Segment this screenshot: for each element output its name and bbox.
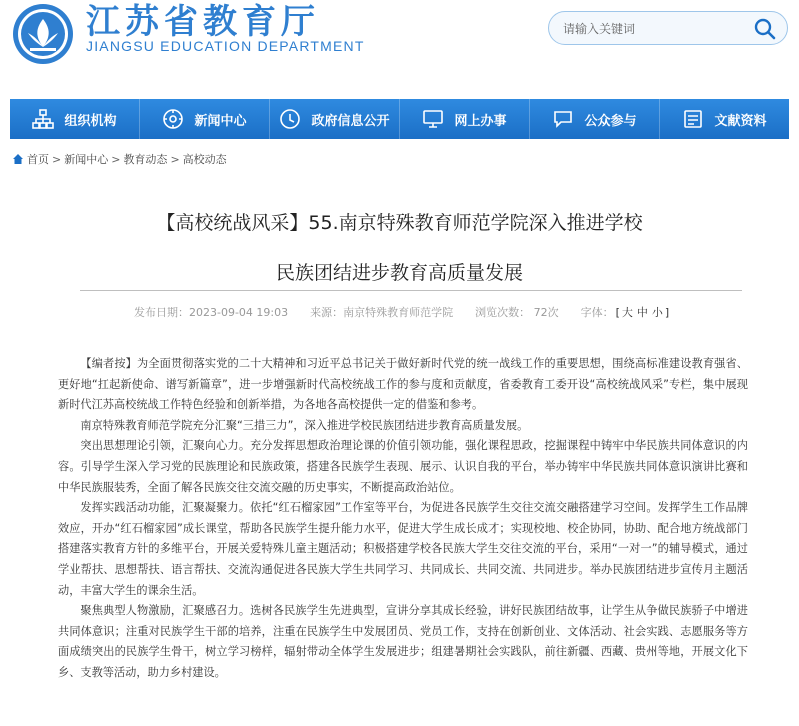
gov-info-icon bbox=[279, 108, 301, 130]
search-input[interactable] bbox=[563, 18, 753, 40]
nav-label: 网上办事 bbox=[454, 113, 507, 129]
public-participation-icon bbox=[552, 108, 574, 130]
breadcrumb-separator: > bbox=[111, 152, 121, 166]
logo-title-cn[interactable]: 江苏省教育厅 bbox=[86, 2, 320, 42]
editor-note-paragraph: 【编者按】为全面贯彻落实党的二十大精神和习近平总书记关于做好新时代党的统一战线工作的重要思想，围绕高标准建设教育强省、更好地“扛起新使命、谱写新篇章”，进一步增强新时代高校统战工作的参与度和贡献度，省委教育工委开设“高校统战风采”专栏，集中展现新时代江苏高校统战工作特色经验和创新举措，为各地各高校提供一定的借鉴和参考。 bbox=[58, 357, 748, 412]
title-divider bbox=[80, 290, 742, 291]
nav-item-gov-info[interactable] bbox=[270, 99, 400, 139]
search-box bbox=[548, 11, 788, 45]
article-meta bbox=[134, 304, 669, 320]
search-icon[interactable] bbox=[753, 17, 777, 41]
education-dept-emblem-icon[interactable] bbox=[12, 3, 74, 65]
article-title-line1: 【高校统战风采】55.南京特殊教育师范学院深入推进学校 bbox=[156, 212, 643, 234]
breadcrumb-separator: > bbox=[52, 152, 62, 166]
article-body bbox=[58, 354, 748, 684]
nav-item-organization[interactable] bbox=[10, 99, 140, 139]
nav-item-public-participation[interactable] bbox=[530, 99, 660, 139]
nav-label: 文献资料 bbox=[714, 113, 767, 129]
font-size-small[interactable]: 小 bbox=[651, 306, 663, 319]
article-title-line2: 民族团结进步教育高质量发展 bbox=[275, 262, 523, 284]
view-count: 浏览次数： 72次 bbox=[475, 306, 559, 319]
nav-label: 新闻中心 bbox=[194, 113, 247, 129]
article-paragraph: 聚焦典型人物激励，汇聚感召力。选树各民族学生先进典型，宣讲分享其成长经验，讲好民族团结故事，让学生从争做民族骄子中增进共同体意识；注重对民族学生干部的培养，注重在民族学生中发展团员、党员工作，支持在创新创业、文体活动、社会实践、志愿服务等方面成绩突出的民族学生骨干，树立学习榜样，辐射带动全体学生发展进步；组建暑期社会实践队，前往新疆、西藏、贵州等地，开展文化下乡、支教等活动，助力乡村建设。 bbox=[58, 604, 748, 679]
article-paragraph: 突出思想理论引领，汇聚向心力。充分发挥思想政治理论课的价值引领功能，强化课程思政，挖掘课程中铸牢中华民族共同体意识的内容。引导学生深入学习党的民族理论和民族政策，搭建各民族学生表现、展示、认识自我的平台，举办铸牢中华民族共同体意识演讲比赛和中华民族服装秀，全面了解各民族交往交流交融的历史事实，不断提高政治站位。 bbox=[58, 439, 748, 494]
nav-item-online-service[interactable] bbox=[400, 99, 530, 139]
breadcrumb-education-news[interactable]: 教育动态 bbox=[123, 153, 168, 166]
breadcrumb-university-news[interactable]: 高校动态 bbox=[182, 153, 227, 166]
documents-icon bbox=[682, 108, 704, 130]
breadcrumb bbox=[12, 151, 227, 167]
main-nav bbox=[10, 99, 789, 139]
article-source: 来源：南京特殊教育师范学院 bbox=[310, 306, 454, 319]
article-paragraph: 南京特殊教育师范学院充分汇聚“三措三力”，深入推进学校民族团结进步教育高质量发展。 bbox=[80, 418, 529, 432]
logo-title-en: JIANGSU EDUCATION DEPARTMENT bbox=[86, 38, 365, 54]
home-icon bbox=[12, 153, 24, 165]
site-header bbox=[0, 0, 799, 100]
nav-item-documents[interactable] bbox=[660, 99, 789, 139]
org-chart-icon bbox=[32, 108, 54, 130]
breadcrumb-home[interactable]: 首页 bbox=[27, 153, 49, 166]
article-paragraph: 发挥实践活动功能，汇聚凝聚力。依托“红石榴家园”工作室等平台，为促进各民族学生交往交流交融搭建学习空间。发挥学生工作品牌效应，开办“红石榴家园”成长课堂，帮助各民族学生提升能力水平，促进大学生成长成才；实现校地、校企协同，协助、配合地方统战部门搭建落实教育方针的多维平台，开展关爱特殊儿童主题活动；积极搭建学校各民族大学生交往交流的平台，采用“一对一”的辅导模式，通过学业帮扶、思想帮扶、语言帮扶、交流沟通促进各民族大学生共同学习、共同成长、共同交流、共同进步。举办民族团结进步宣传月主题活动，丰富大学生的课余生活。 bbox=[58, 501, 748, 597]
font-size-medium[interactable]: 中 bbox=[636, 306, 648, 319]
font-size-control: [ 大 中 小 ] bbox=[615, 306, 670, 319]
news-icon bbox=[162, 108, 184, 130]
publish-date: 发布日期：2023-09-04 19:03 bbox=[134, 306, 289, 319]
nav-item-news[interactable] bbox=[140, 99, 270, 139]
font-size-label: 字体： bbox=[580, 306, 614, 319]
nav-label: 政府信息公开 bbox=[311, 113, 390, 129]
nav-label: 公众参与 bbox=[584, 113, 637, 129]
breadcrumb-news-center[interactable]: 新闻中心 bbox=[64, 153, 109, 166]
nav-label: 组织机构 bbox=[64, 113, 117, 129]
breadcrumb-separator: > bbox=[170, 152, 180, 166]
font-size-large[interactable]: 大 bbox=[621, 306, 633, 319]
online-service-icon bbox=[422, 108, 444, 130]
